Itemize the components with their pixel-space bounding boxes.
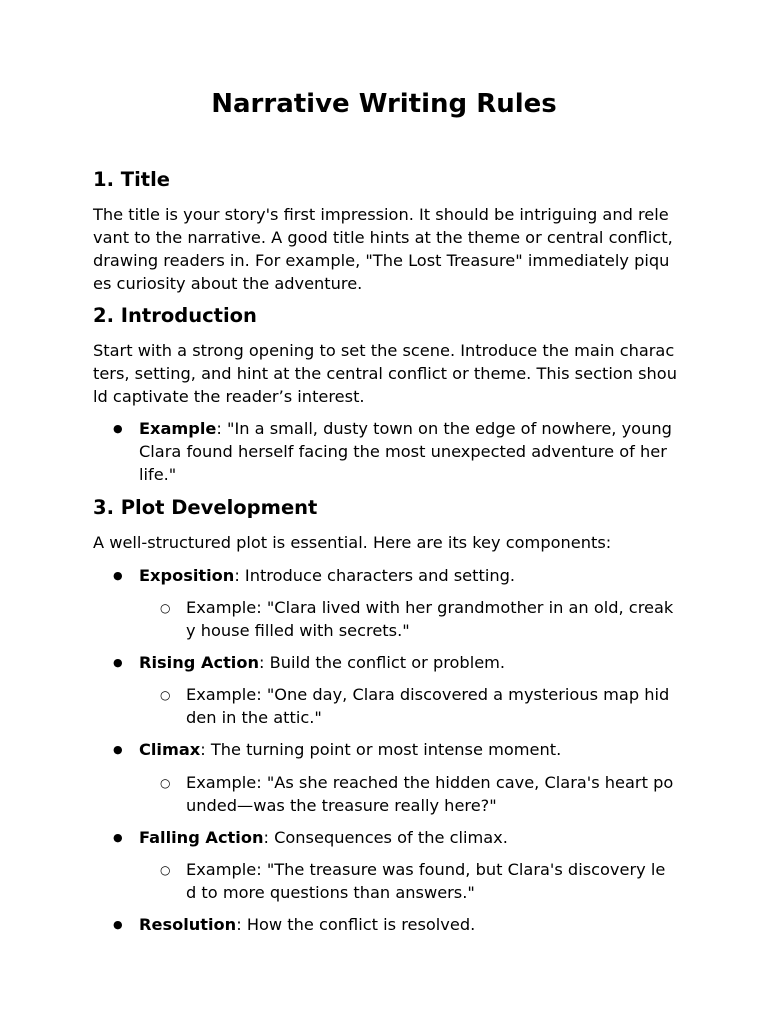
list-item-body: : The turning point or most intense moment. <box>200 740 562 759</box>
list-item-text <box>139 564 673 587</box>
section-paragraph-plot: A well-structured plot is essential. Here are its key components: <box>93 533 612 552</box>
sub-list-item-text: Example: "The treasure was found, but Clara's discovery led to more questions than answers." <box>186 860 666 902</box>
list-item-label: Example <box>139 419 217 438</box>
bullet-icon: ● <box>113 569 123 582</box>
list-item-text <box>139 913 673 936</box>
circle-bullet-icon: ○ <box>160 601 171 615</box>
bullet-icon: ● <box>113 422 123 435</box>
list-item-body: : Introduce characters and setting. <box>234 566 516 585</box>
document-title: Narrative Writing Rules <box>211 89 557 119</box>
circle-bullet-icon: ○ <box>160 776 171 790</box>
sub-list-item-text: Example: "One day, Clara discovered a mysterious map hidden in the attic." <box>186 685 670 727</box>
list-item-body: : How the conflict is resolved. <box>236 915 476 934</box>
section-heading-title: 1. Title <box>93 168 170 191</box>
list-item-body: : Build the conflict or problem. <box>259 653 506 672</box>
section-heading-introduction: 2. Introduction <box>93 304 257 327</box>
sub-list-item-text: Example: "Clara lived with her grandmother in an old, creaky house filled with secrets." <box>186 598 674 640</box>
list-item-label: Rising Action <box>139 653 259 672</box>
list-item-label: Resolution <box>139 915 237 934</box>
list-item-body: : "In a small, dusty town on the edge of nowhere, young Clara found herself facing the most unexpected adventure of her life." <box>139 419 672 484</box>
section-heading-plot: 3. Plot Development <box>93 496 318 519</box>
circle-bullet-icon: ○ <box>160 688 171 702</box>
bullet-icon: ● <box>113 831 123 844</box>
list-item-text <box>139 738 673 761</box>
list-item-text <box>139 651 673 674</box>
circle-bullet-icon: ○ <box>160 863 171 877</box>
list-item-label: Falling Action <box>139 828 264 847</box>
list-item-text <box>139 417 673 486</box>
list-item-body: : Consequences of the climax. <box>263 828 508 847</box>
list-item-label: Climax <box>139 740 201 759</box>
list-item-text <box>139 826 673 849</box>
bullet-icon: ● <box>113 918 123 931</box>
bullet-icon: ● <box>113 743 123 756</box>
section-paragraph-introduction: Start with a strong opening to set the scene. Introduce the main characters, setting, and hint at the central conflict or theme. This section should captivate the reader’s interest. <box>93 341 677 406</box>
list-item-label: Exposition <box>139 566 235 585</box>
section-paragraph-title: The title is your story's first impression. It should be intriguing and relevant to the narrative. A good title hints at the theme or central conflict, drawing readers in. For example, "The Lost Treasure" immediately piques curiosity about the adventure. <box>93 205 673 293</box>
sub-list-item-text: Example: "As she reached the hidden cave, Clara's heart pounded—was the treasure really here?" <box>186 773 674 815</box>
bullet-icon: ● <box>113 656 123 669</box>
